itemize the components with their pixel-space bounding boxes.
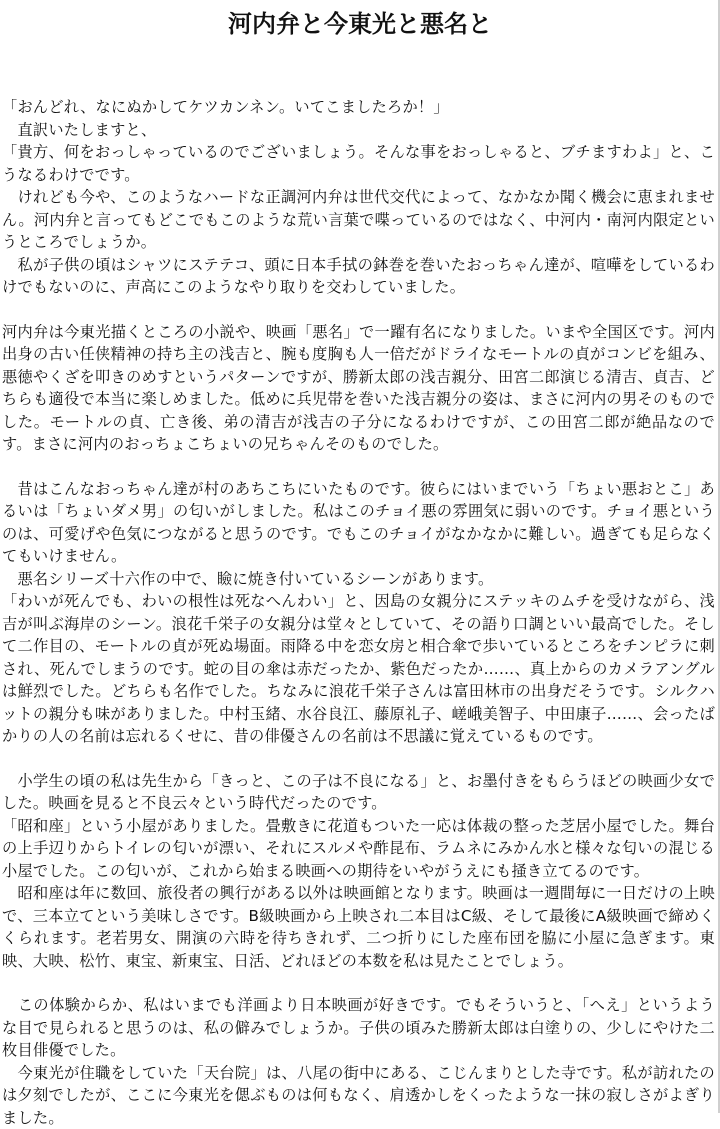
paragraph: 直訳いたしますと、 [2, 119, 715, 142]
paragraph: 「昭和座」という小屋がありました。畳敷きに花道もついた一応は体裁の整った芝居小屋でした。舞台の上手辺りからトイレの匂いが漂い、それにスルメや酢昆布、ラムネにみかん水と様々な匂いの混じる小屋でした。この匂いが、これから始まる映画への期待をいやがうえにも掻き立てるのです。 [2, 815, 715, 883]
paragraph: 昭和座は年に数回、旅役者の興行がある以外は映画館となります。映画は一週間毎に一日だけの上映で、三本立てという美味しさです。B級映画から上映され二本目はC級、そして最後にA級映画で締めくくられます。老若男女、開演の六時を待ちきれず、二つ折りにした座布団を脇に小屋に急ぎます。東映、大映、松竹、東宝、新東宝、日活、どれほどの本数を私は見たことでしょう。 [2, 882, 715, 972]
paragraph: 悪名シリーズ十六作の中で、瞼に焼き付いているシーンがあります。 [2, 568, 715, 591]
paragraph: 「わいが死んでも、わいの根性は死なへんわい」と、因島の女親分にステッキのムチを受けながら、浅吉が叫ぶ海岸のシーン。浪花千栄子の女親分は堂々としていて、その語り口調といい最高でした。そして二作目の、モートルの貞が死ぬ場面。雨降る中を恋女房と相合傘で歩いているところをチンピラに刺され、死んでしまうのです。蛇の目の傘は赤だったか、紫色だったか……、真上からのカメラアングルは鮮烈でした。どちらも名作でした。ちなみに浪花千栄子さんは富田林市の出身だそうです。シルクハットの親分も味がありました。中村玉緒、水谷良江、藤原礼子、嵯峨美智子、中田康子……、会ったばかりの人の名前は忘れるくせに、昔の俳優さんの名前は不思議に覚えているものです。 [2, 590, 715, 748]
paragraph: 昔はこんなおっちゃん達が村のあちこちにいたものです。彼らにはいまでいう「ちょい悪おとこ」あるいは「ちょいダメ男」の匂いがしました。私はこのチョイ悪の雰囲気に弱いのです。チョイ悪というのは、可愛げや色気につながると思うのです。でもこのチョイがなかなかに難しい。過ぎても足らなくてもいけません。 [2, 478, 715, 568]
document-title: 河内弁と今東光と悪名と [0, 8, 720, 40]
paragraph: 河内弁は今東光描くところの小説や、映画「悪名」で一躍有名になりました。いまや全国区です。河内出身の古い任侠精神の持ち主の浅吉と、腕も度胸も人一倍だがドライなモートルの貞がコンビを組み、悪徳やくざを叩きのめすというパターンですが、勝新太郎の浅吉親分、田宮二郎演じる清吉、貞吉、どちらも適役で本当に楽しめました。低めに兵児帯を巻いた浅吉親分の姿は、まさに河内の男そのものでした。モートルの貞、亡き後、弟の清吉が浅吉の子分になるわけですが、この田宮二郎が絶品なのです。まさに河内のおっちょこちょいの兄ちゃんそのものでした。 [2, 321, 715, 456]
paragraph: 「貴方、何をおっしゃっているのでございましょう。そんな事をおっしゃると、ブチますわよ」と、こうなるわけでです。 [2, 141, 715, 186]
document-body [2, 96, 715, 1129]
paragraph: けれども今や、このようなハードな正調河内弁は世代交代によって、なかなか聞く機会に恵まれません。河内弁と言ってもどこでもこのような荒い言葉で喋っているのではなく、中河内・南河内限定というところでしょうか。 [2, 186, 715, 254]
paragraph: 今東光が住職をしていた「天台院」は、八尾の街中にある、こじんまりとした寺です。私が訪れたのは夕刻でしたが、ここに今東光を偲ぶものは何もなく、肩透かしをくったような一抹の寂しさがよぎりました。 [2, 1062, 715, 1129]
paragraph: 私が子供の頃はシャツにステテコ、頭に日本手拭の鉢巻を巻いたおっちゃん達が、喧嘩をしているわけでもないのに、声高にこのようなやり取りを交わしていました。 [2, 254, 715, 299]
paragraph: 小学生の頃の私は先生から「きっと、この子は不良になる」と、お墨付きをもらうほどの映画少女でした。映画を見ると不良云々という時代だったのです。 [2, 770, 715, 815]
paragraph: この体験からか、私はいまでも洋画より日本映画が好きです。でもそういうと、「へえ」というような目で見られると思うのは、私の僻みでしょうか。子供の頃みた勝新太郎は白塗りの、少しにやけた二枚目俳優でした。 [2, 994, 715, 1062]
paragraph: 「おんどれ、なにぬかしてケツカンネン。いてこましたろか！」 [2, 96, 715, 119]
